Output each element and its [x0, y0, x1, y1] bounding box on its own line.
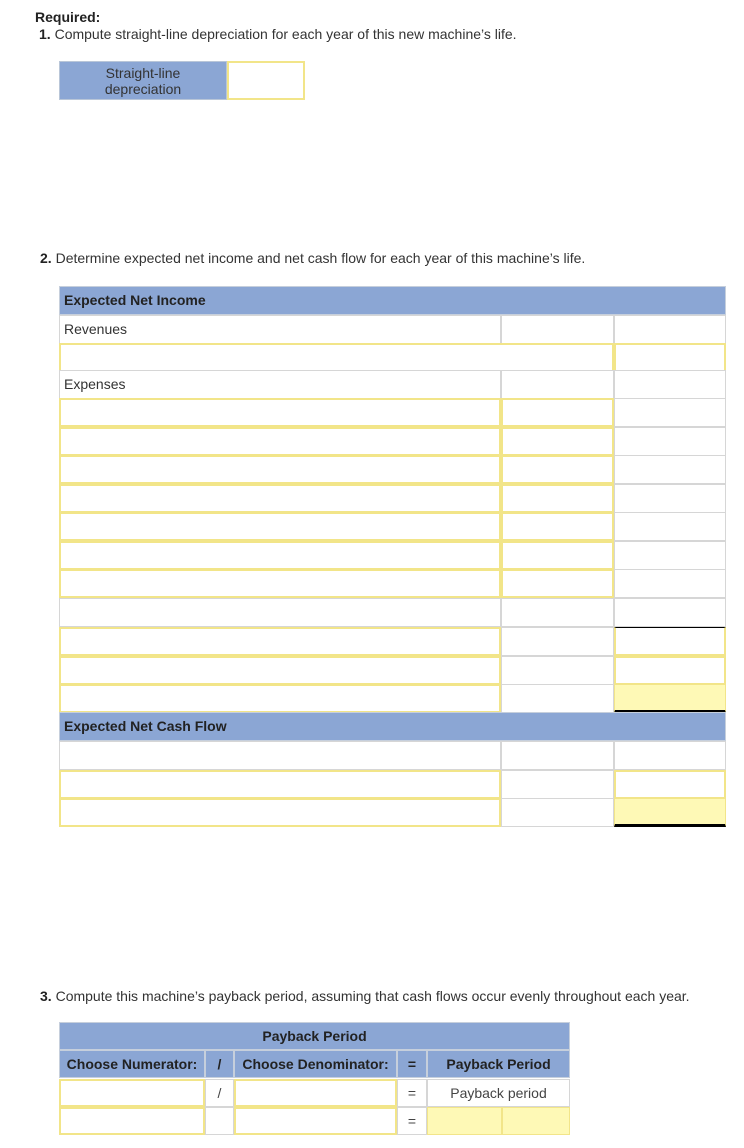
divide-header: / [205, 1050, 234, 1078]
expense-row [59, 484, 726, 513]
net-income-total-input[interactable] [614, 684, 726, 713]
expenses-amount [501, 370, 614, 399]
expense-description-input[interactable] [59, 541, 501, 570]
blank-row [59, 598, 726, 627]
expense-row [59, 512, 726, 541]
cash-flow-amount [501, 770, 614, 799]
expense-total-cell [614, 398, 726, 427]
revenues-label: Revenues [59, 315, 501, 344]
revenue-input-row [59, 343, 726, 372]
revenues-total [614, 315, 726, 344]
net-income-description-input[interactable] [59, 684, 501, 713]
revenues-row [59, 315, 726, 344]
income-result-total-input[interactable] [614, 627, 726, 656]
income-header: Expected Net Income [59, 286, 726, 315]
question-2-text: Determine expected net income and net cash flow for each year of this machine’s life. [51, 250, 586, 266]
blank-cell [501, 741, 614, 770]
expense-row [59, 541, 726, 570]
question-3 [40, 988, 690, 1004]
expense-row [59, 455, 726, 484]
expense-description-input[interactable] [59, 398, 501, 427]
payback-period-label: Payback period [427, 1079, 570, 1107]
expense-total-cell [614, 455, 726, 484]
expense-total-cell [614, 427, 726, 456]
expense-total-cell [614, 512, 726, 541]
revenues-amount [501, 315, 614, 344]
revenue-description-input[interactable] [59, 343, 614, 372]
expenses-label: Expenses [59, 370, 501, 399]
expense-amount-input[interactable] [501, 512, 614, 541]
expense-row [59, 398, 726, 427]
net-income-amount [501, 684, 614, 713]
expense-description-input[interactable] [59, 512, 501, 541]
income-result-description-input[interactable] [59, 656, 501, 685]
cash-flow-row [59, 770, 726, 799]
question-1-text: Compute straight-line depreciation for each year of this new machine’s life. [50, 26, 517, 42]
net-cash-flow-row [59, 798, 726, 827]
income-result-row [59, 627, 726, 656]
equals-header: = [397, 1050, 427, 1078]
expense-description-input[interactable] [59, 427, 501, 456]
net-cash-flow-description-input[interactable] [59, 798, 501, 827]
payback-title: Payback Period [59, 1022, 570, 1050]
income-result-amount [501, 627, 614, 656]
expense-row [59, 427, 726, 456]
expense-row [59, 569, 726, 598]
expense-total-cell [614, 484, 726, 513]
result-header: Payback Period [427, 1050, 570, 1078]
divide-blank [205, 1107, 234, 1135]
question-2 [40, 250, 585, 266]
cash-flow-total-input[interactable] [614, 770, 726, 799]
question-1 [39, 26, 517, 42]
numerator-header: Choose Numerator: [59, 1050, 205, 1078]
expense-description-input[interactable] [59, 455, 501, 484]
expense-amount-input[interactable] [501, 484, 614, 513]
question-2-number: 2. [40, 250, 52, 266]
expense-amount-input[interactable] [501, 541, 614, 570]
blank-cell [59, 741, 501, 770]
net-cash-flow-amount [501, 798, 614, 827]
payback-unit-input[interactable] [502, 1107, 570, 1135]
question-1-number: 1. [39, 26, 51, 42]
net-cash-flow-total-input[interactable] [614, 798, 726, 827]
net-income-row [59, 684, 726, 713]
income-result-row [59, 656, 726, 685]
cash-flow-description-input[interactable] [59, 770, 501, 799]
expense-amount-input[interactable] [501, 427, 614, 456]
income-result-amount [501, 656, 614, 685]
expense-total-cell [614, 541, 726, 570]
income-result-total-input[interactable] [614, 656, 726, 685]
blank-cell [614, 598, 726, 627]
cash-flow-header: Expected Net Cash Flow [59, 712, 726, 741]
payback-result-input[interactable] [427, 1107, 502, 1135]
expense-amount-input[interactable] [501, 398, 614, 427]
divide-sign: / [205, 1079, 234, 1107]
denominator-header: Choose Denominator: [234, 1050, 397, 1078]
question-3-number: 3. [40, 988, 52, 1004]
required-heading: Required: [35, 9, 101, 25]
blank-cell [501, 598, 614, 627]
expense-description-input[interactable] [59, 569, 501, 598]
numerator-select[interactable] [59, 1079, 205, 1107]
cash-flow-blank-row [59, 741, 726, 770]
expenses-total [614, 370, 726, 399]
numerator-input[interactable] [59, 1107, 205, 1135]
blank-cell [614, 741, 726, 770]
expense-amount-input[interactable] [501, 569, 614, 598]
question-3-text: Compute this machine’s payback period, assuming that cash flows occur evenly throughout each year. [51, 988, 690, 1004]
revenue-total-input[interactable] [614, 343, 726, 372]
equals-sign: = [397, 1079, 427, 1107]
income-result-description-input[interactable] [59, 627, 501, 656]
expense-amount-input[interactable] [501, 455, 614, 484]
equals-sign: = [397, 1107, 427, 1135]
blank-cell [59, 598, 501, 627]
expenses-row [59, 370, 726, 399]
expense-description-input[interactable] [59, 484, 501, 513]
expense-total-cell [614, 569, 726, 598]
straight-line-depreciation-label: Straight-line depreciation [59, 61, 227, 100]
denominator-select[interactable] [234, 1079, 397, 1107]
straight-line-depreciation-input[interactable] [227, 61, 305, 100]
denominator-input[interactable] [234, 1107, 397, 1135]
